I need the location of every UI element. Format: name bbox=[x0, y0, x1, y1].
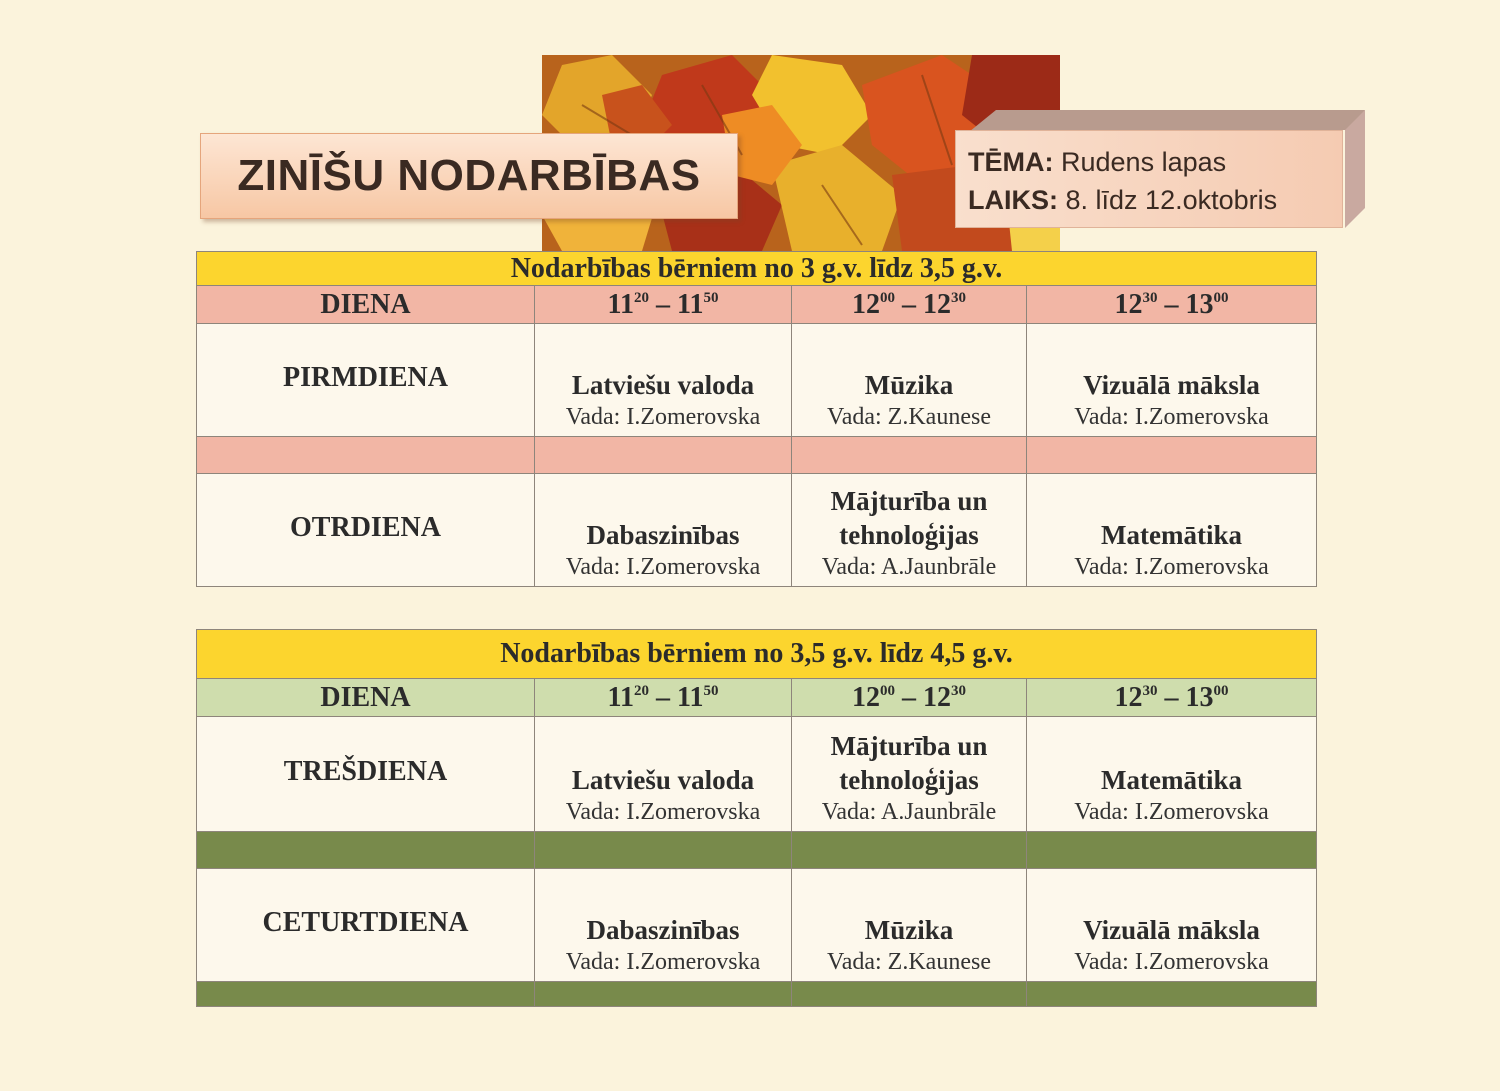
lesson-subject: Latviešu valoda bbox=[571, 370, 755, 400]
lesson-cell bbox=[792, 324, 1027, 437]
tema-value: Rudens lapas bbox=[1061, 147, 1227, 177]
table-heading: Nodarbības bērniem no 3,5 g.v. līdz 4,5 g.v. bbox=[197, 630, 1317, 679]
lesson-cell bbox=[1027, 474, 1317, 587]
time-slot-header: $12^{30} - 13^{00}$ bbox=[1027, 679, 1317, 717]
time-slot-header: $12^{00} - 12^{30}$ bbox=[792, 286, 1027, 324]
page-title: ZINĪŠU NODARBĪBAS bbox=[237, 151, 701, 200]
day-column-header: DIENA bbox=[197, 679, 535, 717]
lesson-subject: Mūzika bbox=[864, 915, 954, 945]
day-column-header: DIENA bbox=[197, 286, 535, 324]
table-row bbox=[197, 474, 1317, 587]
time-slot-header: $12^{00} - 12^{30}$ bbox=[792, 679, 1027, 717]
lesson-lead: Vada: A.Jaunbrāle bbox=[821, 554, 997, 580]
table-heading-row bbox=[197, 252, 1317, 286]
lesson-lead: Vada: I.Zomerovska bbox=[1074, 404, 1269, 430]
day-name: CETURTDIENA bbox=[197, 869, 535, 982]
column-header-row bbox=[197, 286, 1317, 324]
theme-box-side bbox=[1345, 110, 1365, 228]
lesson-lead: Vada: I.Zomerovska bbox=[565, 554, 761, 580]
title-box bbox=[200, 133, 738, 219]
lesson-cell bbox=[792, 717, 1027, 832]
lesson-subject: Dabaszinības bbox=[586, 520, 740, 550]
time-slot-header: $12^{30} - 13^{00}$ bbox=[1027, 286, 1317, 324]
theme-box bbox=[955, 110, 1365, 230]
lesson-subject: Mūzika bbox=[864, 370, 954, 400]
time-slot-header: $11^{20} - 11^{50}$ bbox=[535, 286, 792, 324]
table-row bbox=[197, 717, 1317, 832]
lesson-cell bbox=[535, 324, 792, 437]
lesson-lead: Vada: I.Zomerovska bbox=[565, 799, 761, 825]
lesson-lead: Vada: I.Zomerovska bbox=[565, 404, 761, 430]
lesson-lead: Vada: Z.Kaunese bbox=[827, 949, 991, 975]
lesson-subject: Latviešu valoda bbox=[571, 765, 755, 795]
lesson-subject: Vizuālā māksla bbox=[1083, 370, 1260, 400]
lesson-cell bbox=[535, 869, 792, 982]
lesson-cell bbox=[535, 717, 792, 832]
theme-box-front bbox=[955, 130, 1343, 228]
time-line bbox=[968, 181, 1342, 219]
lesson-cell bbox=[1027, 324, 1317, 437]
theme-box-top bbox=[955, 110, 1365, 130]
lesson-cell bbox=[792, 474, 1027, 587]
day-name: TREŠDIENA bbox=[197, 717, 535, 832]
day-name: PIRMDIENA bbox=[197, 324, 535, 437]
schedule-table-2 bbox=[196, 629, 1317, 1007]
lesson-cell bbox=[535, 474, 792, 587]
tema-label: TĒMA: bbox=[968, 147, 1054, 177]
lesson-lead: Vada: I.Zomerovska bbox=[1074, 949, 1269, 975]
lesson-subject: Dabaszinības bbox=[586, 915, 740, 945]
lesson-lead: Vada: Z.Kaunese bbox=[827, 404, 991, 430]
lesson-cell bbox=[1027, 869, 1317, 982]
lesson-cell bbox=[792, 869, 1027, 982]
lesson-subject: Matemātika bbox=[1101, 765, 1242, 795]
day-name: OTRDIENA bbox=[197, 474, 535, 587]
laiks-value: 8. līdz 12.oktobris bbox=[1065, 185, 1278, 215]
time-slot-header: $11^{20} - 11^{50}$ bbox=[535, 679, 792, 717]
table-row bbox=[197, 869, 1317, 982]
column-header-row bbox=[197, 679, 1317, 717]
lesson-cell bbox=[1027, 717, 1317, 832]
laiks-label: LAIKS: bbox=[968, 185, 1058, 215]
theme-line bbox=[968, 143, 1342, 181]
separator-row bbox=[197, 437, 1317, 474]
lesson-lead: Vada: I.Zomerovska bbox=[1074, 554, 1269, 580]
table-heading-row bbox=[197, 630, 1317, 679]
separator-row bbox=[197, 832, 1317, 869]
schedule-table-1 bbox=[196, 251, 1317, 587]
lesson-subject: Matemātika bbox=[1101, 520, 1242, 550]
table-heading: Nodarbības bērniem no 3 g.v. līdz 3,5 g.v. bbox=[197, 252, 1317, 286]
lesson-lead: Vada: A.Jaunbrāle bbox=[821, 799, 997, 825]
lesson-subject: Mājturība un tehnoloģijas bbox=[830, 731, 988, 795]
table-row bbox=[197, 324, 1317, 437]
separator-row bbox=[197, 982, 1317, 1007]
lesson-lead: Vada: I.Zomerovska bbox=[1074, 799, 1269, 825]
lesson-lead: Vada: I.Zomerovska bbox=[565, 949, 761, 975]
lesson-subject: Vizuālā māksla bbox=[1083, 915, 1260, 945]
lesson-subject: Mājturība un tehnoloģijas bbox=[830, 486, 988, 550]
